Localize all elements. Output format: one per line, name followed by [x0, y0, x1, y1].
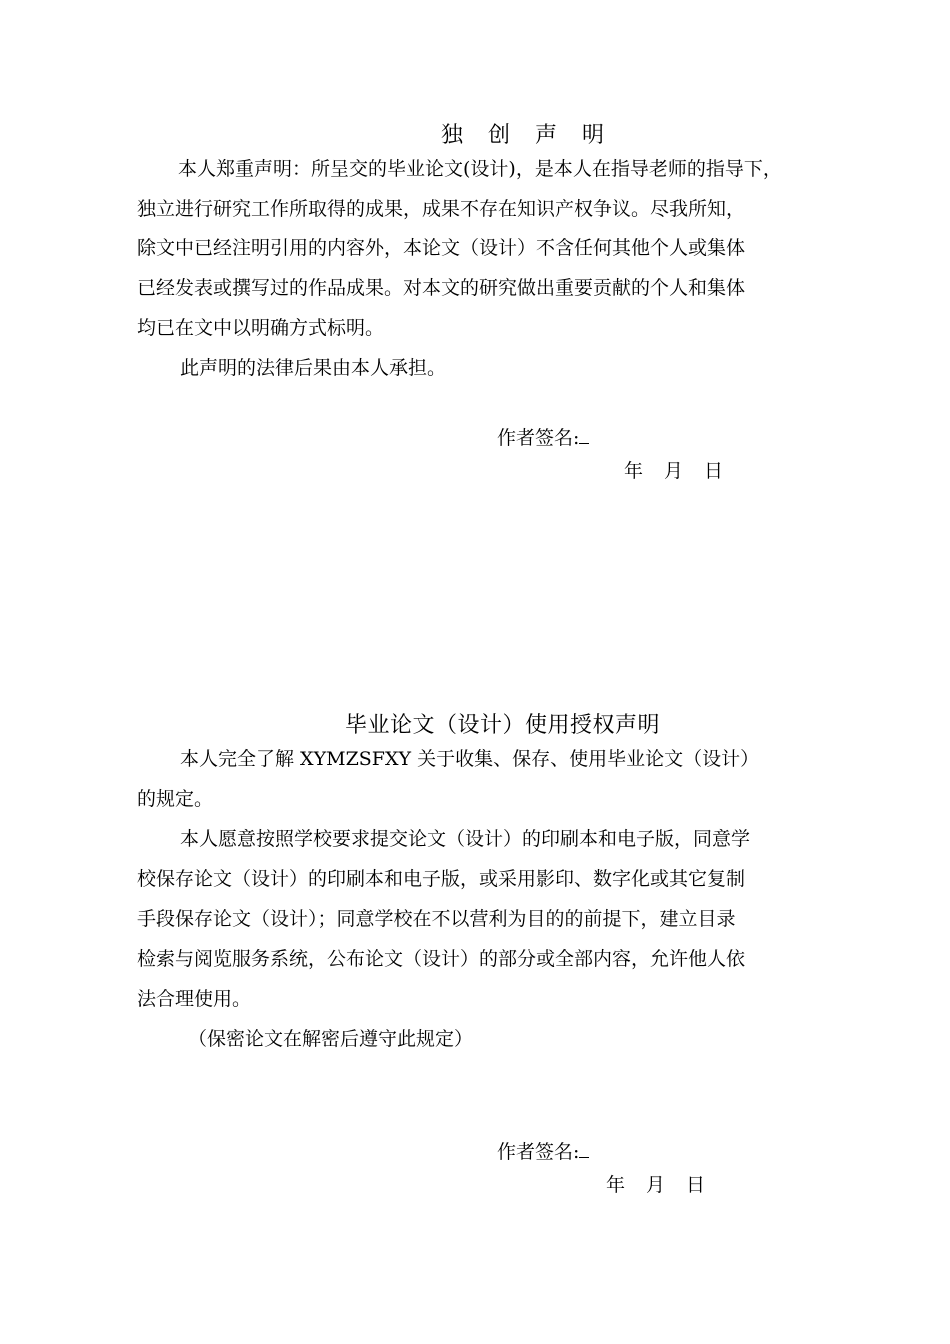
authorization-date: [606, 1170, 706, 1197]
date-month-label: 月: [646, 1174, 667, 1196]
declaration-signature: [497, 423, 589, 450]
declaration-line: 本人郑重声明：所呈交的毕业论文(设计)，是本人在指导老师的指导下，: [178, 158, 782, 180]
declaration-date: [624, 456, 724, 483]
declaration-line: 此声明的法律后果由本人承担。: [180, 357, 447, 379]
authorization-line: 检索与阅览服务系统，公布论文（设计）的部分或全部内容，允许他人依: [137, 948, 746, 970]
declaration-line: 独立进行研究工作所取得的成果，成果不存在知识产权争议。尽我所知，: [137, 198, 746, 220]
authorization-line: 校保存论文（设计）的印刷本和电子版，或采用影印、数字化或其它复制: [137, 868, 746, 890]
signature-blank-field[interactable]: [579, 425, 589, 444]
declaration-line: 除文中已经注明引用的内容外，本论文（设计）不含任何其他个人或集体: [137, 237, 746, 259]
authorization-signature: [497, 1137, 589, 1164]
signature-label: 作者签名:: [497, 1141, 580, 1163]
authorization-line: 本人愿意按照学校要求提交论文（设计）的印刷本和电子版，同意学: [180, 828, 751, 850]
authorization-line: 手段保存论文（设计）；同意学校在不以营利为目的的前提下，建立目录: [137, 908, 736, 930]
date-day-label: 日: [686, 1174, 707, 1196]
authorization-title: 毕业论文（设计）使用授权声明: [345, 713, 661, 738]
date-month-label: 月: [664, 460, 685, 482]
authorization-line: 本人完全了解 XYMZSFXY 关于收集、保存、使用毕业论文（设计）: [180, 748, 760, 770]
signature-label: 作者签名:: [497, 427, 580, 449]
signature-blank-field[interactable]: [579, 1139, 589, 1158]
authorization-line: （保密论文在解密后遵守此规定）: [188, 1028, 474, 1050]
date-day-label: 日: [704, 460, 725, 482]
declaration-line: 均已在文中以明确方式标明。: [137, 317, 385, 339]
declaration-line: 已经发表或撰写过的作品成果。对本文的研究做出重要贡献的个人和集体: [137, 277, 746, 299]
authorization-line: 的规定。: [137, 788, 214, 810]
declaration-title: 独 创 声 明: [441, 123, 613, 148]
authorization-line: 法合理使用。: [137, 988, 252, 1010]
date-year-label: 年: [606, 1174, 627, 1196]
date-year-label: 年: [624, 460, 645, 482]
